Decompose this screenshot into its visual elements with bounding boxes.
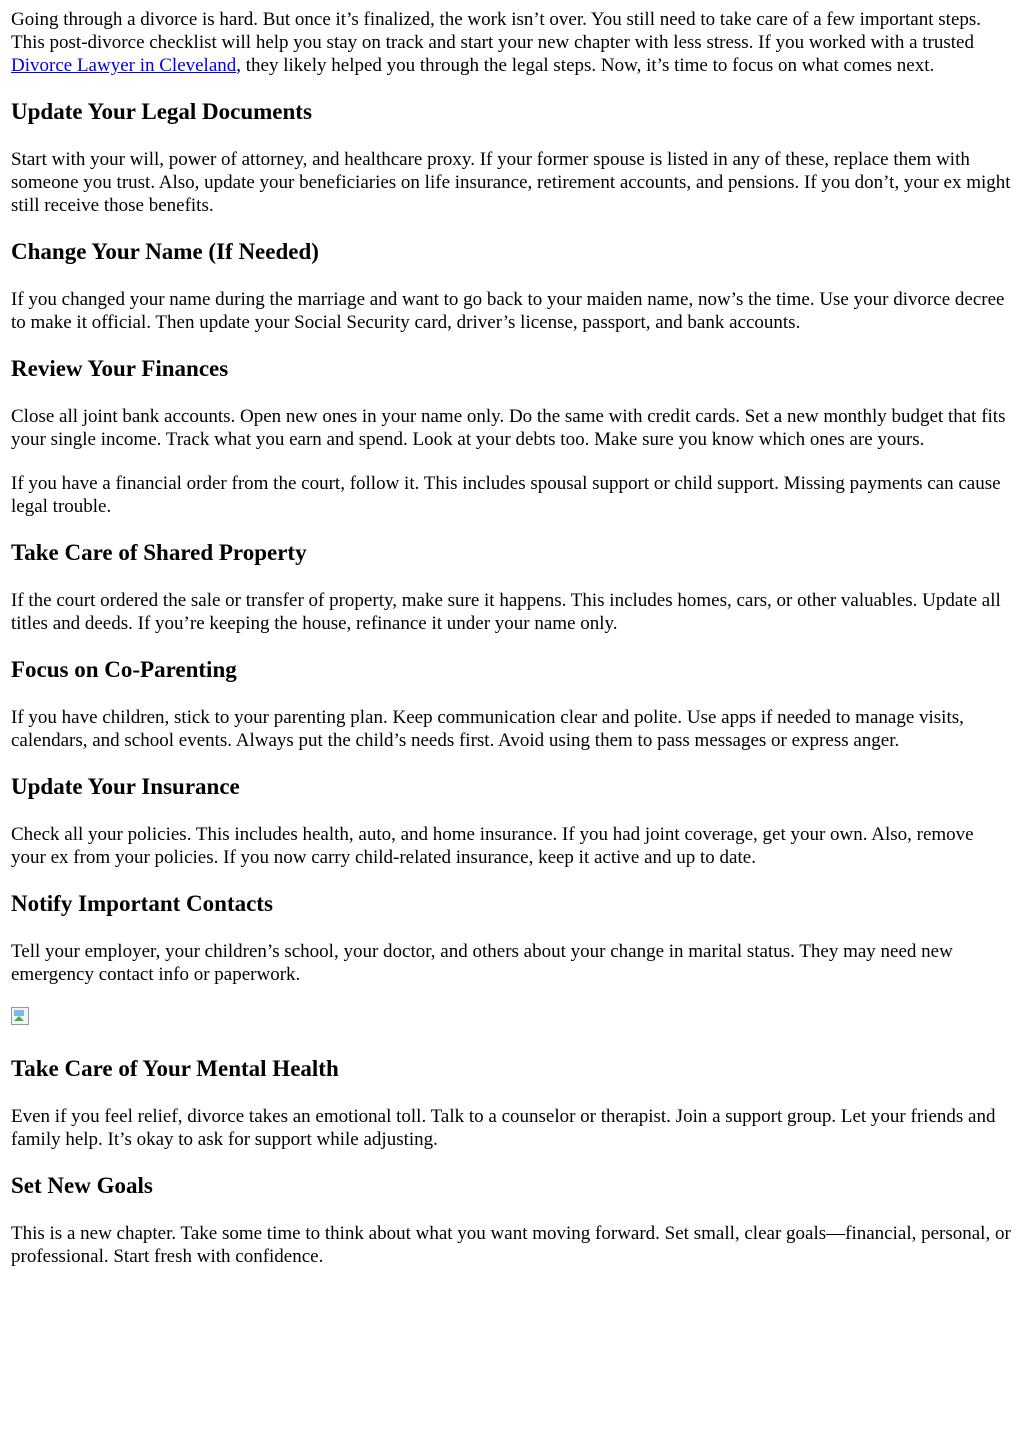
intro-paragraph	[11, 8, 1013, 77]
section-heading-update-insurance: Update Your Insurance	[11, 774, 240, 799]
section-paragraph: This is a new chapter. Take some time to think about what you want moving forward. Set small, clear goals—financial, personal, or professional. Start fresh with confidence.	[11, 1223, 1011, 1267]
section-heading-mental-health: Take Care of Your Mental Health	[11, 1056, 339, 1081]
section-heading-review-finances: Review Your Finances	[11, 356, 229, 381]
section-heading-notify-contacts: Notify Important Contacts	[11, 891, 273, 916]
section-paragraph: If you have a financial order from the court, follow it. This includes spousal support or child support. Missing payments can cause legal trouble.	[11, 473, 1001, 517]
section-paragraph: If you have children, stick to your parenting plan. Keep communication clear and polite. Use apps if needed to manage visits, calendars, and school events. Always put the child’s needs first. Avoid using them to pass messages or express anger.	[11, 707, 964, 751]
section-paragraph: Check all your policies. This includes health, auto, and home insurance. If you had joint coverage, get your own. Also, remove your ex from your policies. If you now carry child-related insurance, keep it active and up to date.	[11, 824, 974, 868]
intro-text-after-link: , they likely helped you through the legal steps. Now, it’s time to focus on what comes next.	[236, 55, 935, 76]
section-heading-new-goals: Set New Goals	[11, 1173, 153, 1198]
section-paragraph: Close all joint bank accounts. Open new ones in your name only. Do the same with credit cards. Set a new monthly budget that fits your single income. Track what you earn and spend. Look at your debts too. Make sure you know which ones are yours.	[11, 406, 1006, 450]
section-heading-change-name: Change Your Name (If Needed)	[11, 239, 319, 264]
section-paragraph: If you changed your name during the marriage and want to go back to your maiden name, now’s the time. Use your divorce decree to make it official. Then update your Social Security card, driver’s license, passport, and bank accounts.	[11, 289, 1005, 333]
section-heading-co-parenting: Focus on Co-Parenting	[11, 657, 237, 682]
section-paragraph: If the court ordered the sale or transfer of property, make sure it happens. This includes homes, cars, or other valuables. Update all titles and deeds. If you’re keeping the house, refinance it under your name only.	[11, 590, 1001, 634]
section-heading-shared-property: Take Care of Shared Property	[11, 540, 307, 565]
intro-text-before-link: Going through a divorce is hard. But once it’s finalized, the work isn’t over. You still need to take care of a few important steps. This post-divorce checklist will help you stay on track and start your new chapter with less stress. If you worked with a trusted	[11, 9, 982, 53]
section-paragraph: Tell your employer, your children’s school, your doctor, and others about your change in marital status. They may need new emergency contact info or paperwork.	[11, 941, 953, 985]
divorce-lawyer-link[interactable]: Divorce Lawyer in Cleveland	[11, 55, 237, 76]
section-paragraph: Even if you feel relief, divorce takes an emotional toll. Talk to a counselor or therapist. Join a support group. Let your friends and family help. It’s okay to ask for support while adjusting.	[11, 1106, 996, 1150]
section-paragraph: Start with your will, power of attorney, and healthcare proxy. If your former spouse is listed in any of these, replace them with someone you trust. Also, update your beneficiaries on life insurance, retirement accounts, and pensions. If you don’t, your ex might still receive those benefits.	[11, 149, 1011, 216]
image-hill	[14, 1016, 24, 1021]
section-heading-legal-documents: Update Your Legal Documents	[11, 99, 312, 124]
broken-image-icon	[11, 1007, 31, 1027]
